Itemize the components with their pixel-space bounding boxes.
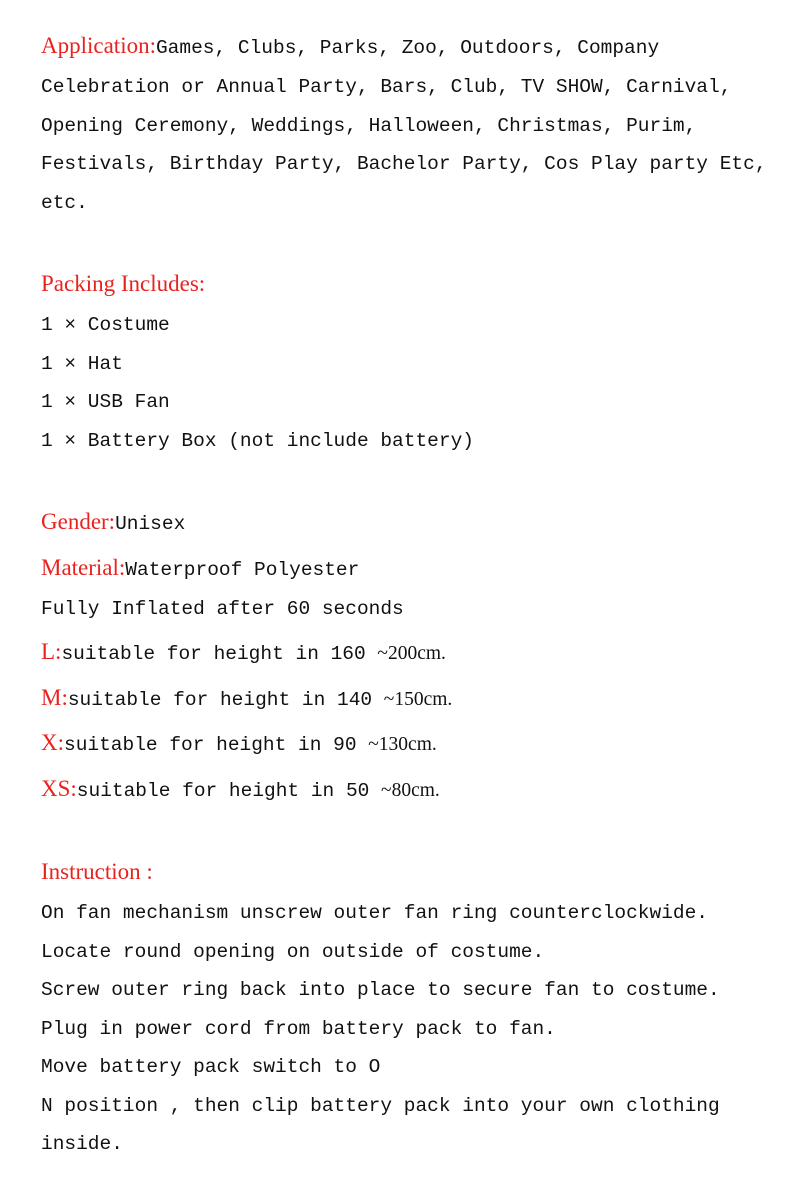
packing-item: 1 × Costume xyxy=(41,314,170,336)
size-text: suitable for height in 160 xyxy=(61,643,378,665)
application-text-1: Games, Clubs, Parks, Zoo, Outdoors, Company xyxy=(155,37,660,59)
size-label: XS: xyxy=(41,776,77,801)
size-label: X: xyxy=(41,730,64,755)
packing-heading: Packing Includes: xyxy=(41,271,206,296)
instruction-line: Locate round opening on outside of costume. xyxy=(41,941,545,963)
size-text: suitable for height in 50 xyxy=(76,780,382,802)
application-line-2: Celebration or Annual Party, Bars, Club, TV SHOW, Carnival, xyxy=(41,76,732,98)
instruction-line: inside. xyxy=(41,1133,123,1155)
inflation-note: Fully Inflated after 60 seconds xyxy=(41,598,404,620)
size-row-x xyxy=(41,731,437,756)
instruction-line: On fan mechanism unscrew outer fan ring counterclockwide. xyxy=(41,902,709,924)
application-label: Application: xyxy=(41,33,156,58)
application-line-3: Opening Ceremony, Weddings, Halloween, Christmas, Purim, xyxy=(41,115,697,137)
size-row-l xyxy=(41,640,446,665)
instruction-line: Move battery pack switch to O xyxy=(41,1056,381,1078)
size-text: suitable for height in 140 xyxy=(67,689,384,711)
size-text: suitable for height in 90 xyxy=(64,734,369,756)
instruction-line: Screw outer ring back into place to secure fan to costume. xyxy=(41,979,720,1001)
gender-row xyxy=(41,510,185,535)
instruction-line: N position , then clip battery pack into your own clothing xyxy=(41,1095,720,1117)
size-range: ~200cm. xyxy=(377,643,446,664)
material-value: Waterproof Polyester xyxy=(125,559,360,581)
application-line-4: Festivals, Birthday Party, Bachelor Party, Cos Play party Etc, xyxy=(41,153,767,175)
size-range: ~80cm. xyxy=(381,780,440,801)
gender-label: Gender: xyxy=(41,509,116,534)
material-label: Material: xyxy=(41,555,126,580)
size-row-xs xyxy=(41,777,440,802)
size-row-m xyxy=(41,686,452,711)
size-label: L: xyxy=(41,639,62,664)
packing-item: 1 × USB Fan xyxy=(41,391,170,413)
material-row xyxy=(41,556,359,581)
size-label: M: xyxy=(41,685,68,710)
application-line-1 xyxy=(41,34,659,59)
size-range: ~150cm. xyxy=(383,689,453,710)
gender-value: Unisex xyxy=(115,513,186,535)
size-range: ~130cm. xyxy=(368,734,437,755)
instruction-heading: Instruction : xyxy=(41,859,153,884)
application-line-5: etc. xyxy=(41,192,88,214)
packing-item: 1 × Hat xyxy=(41,353,123,375)
instruction-line: Plug in power cord from battery pack to fan. xyxy=(41,1018,556,1040)
packing-item: 1 × Battery Box (not include battery) xyxy=(41,430,474,452)
